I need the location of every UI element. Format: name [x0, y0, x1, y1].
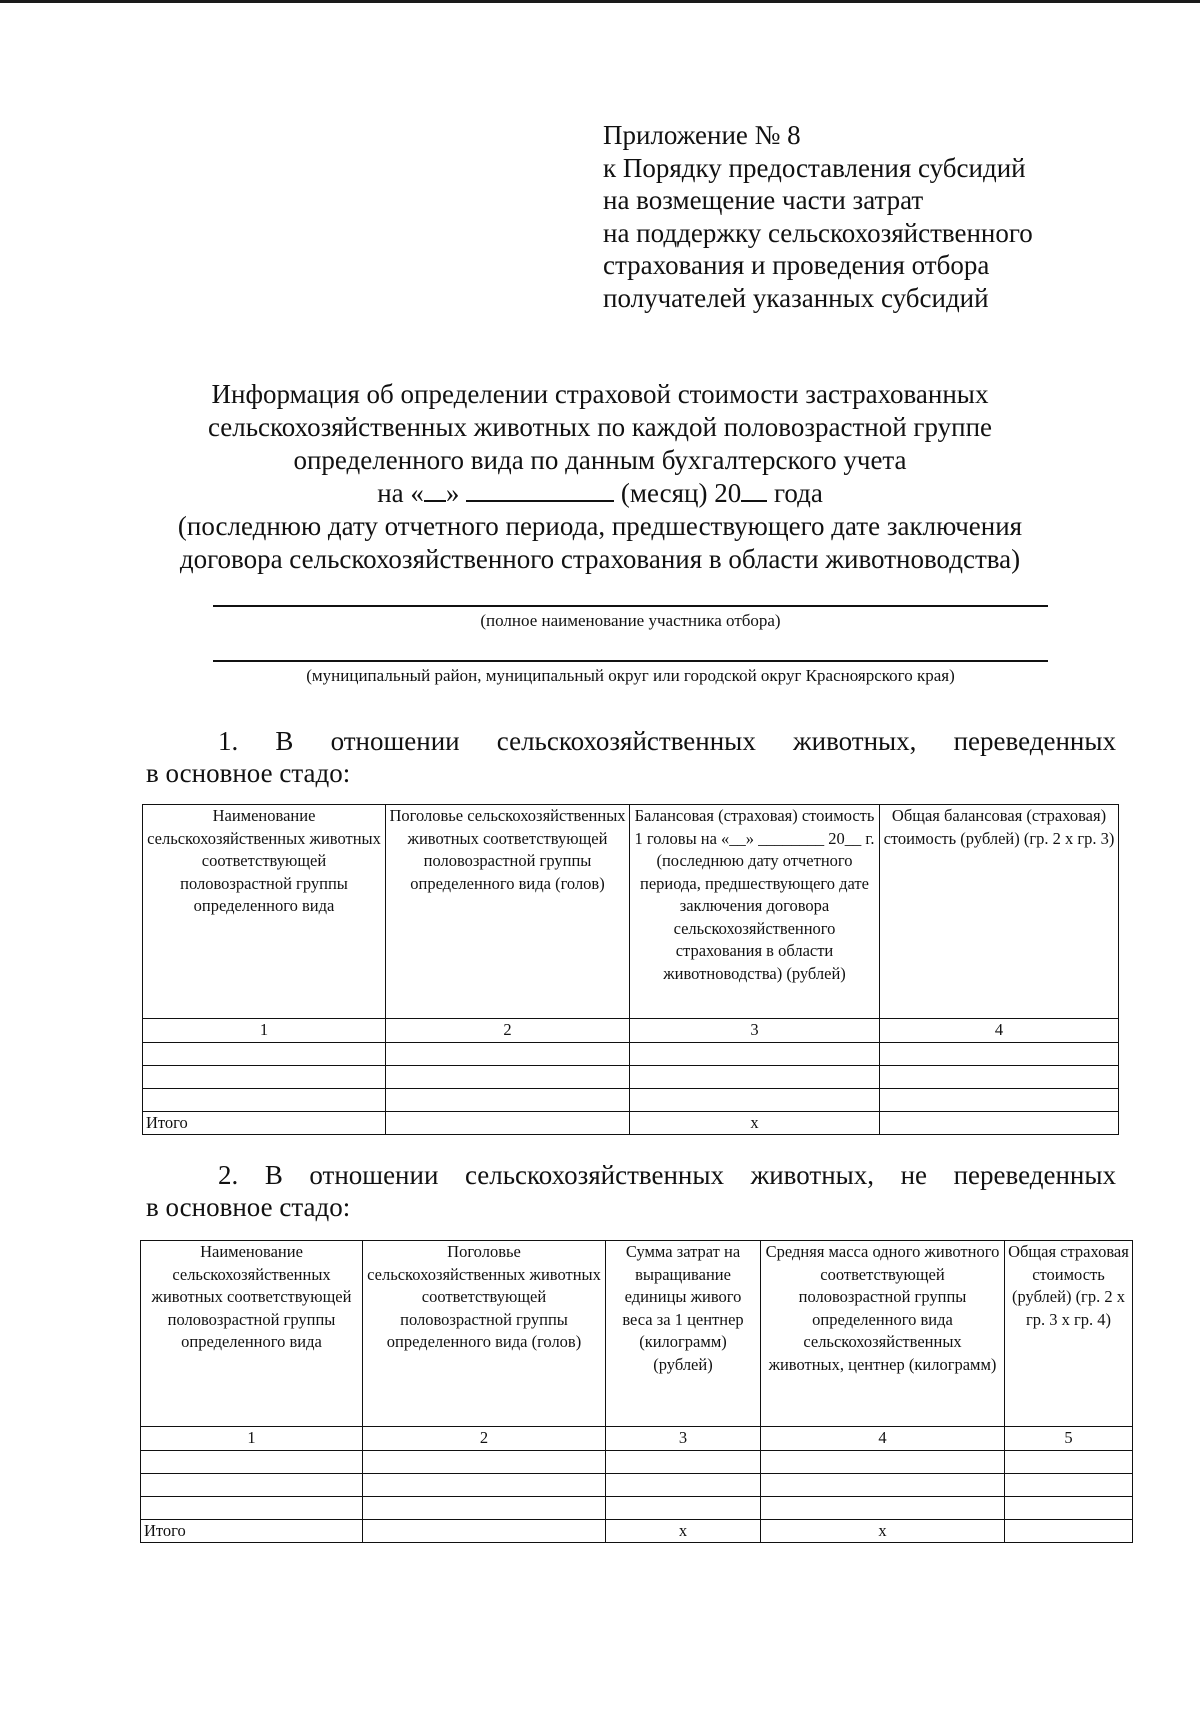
table-cell[interactable] [606, 1450, 761, 1473]
appendix-line: Приложение № 8 [603, 120, 801, 150]
appendix-block [603, 119, 1123, 314]
total-label: Итого [141, 1519, 363, 1543]
column-number-row [141, 1427, 1133, 1451]
scan-top-edge [0, 0, 1200, 3]
title-note-line: договора сельскохозяйственного страхования в области животноводства) [179, 544, 1021, 574]
total-cell: x [630, 1111, 880, 1135]
date-prefix: на « [377, 478, 424, 508]
column-number: 3 [606, 1427, 761, 1451]
table-cell[interactable] [143, 1065, 386, 1088]
title-line: сельскохозяйственных животных по каждой половозрастной группе [207, 412, 993, 442]
total-row [143, 1111, 1119, 1135]
table-row [141, 1473, 1133, 1496]
table-cell[interactable] [606, 1473, 761, 1496]
title-line: Информация об определении страховой стоимости застрахованных [211, 379, 989, 409]
header-cell: Общая страховая стоимость (рублей) (гр. 2 x гр. 3 x гр. 4) [1005, 1241, 1133, 1427]
header-cell: Средняя масса одного животного соответствующей половозрастной группы определенного вида сельскохозяйственных животных, центнер (килограмм) [761, 1241, 1005, 1427]
title-date-line [150, 477, 1050, 510]
table-cell[interactable] [880, 1088, 1119, 1111]
total-cell[interactable] [363, 1519, 606, 1543]
table-row [143, 1065, 1119, 1088]
participant-fill-line[interactable] [213, 605, 1048, 607]
section2-heading [146, 1159, 1116, 1223]
date-mid: » [445, 478, 460, 508]
total-label: Итого [143, 1111, 386, 1135]
table-cell[interactable] [606, 1496, 761, 1519]
appendix-line: на поддержку сельскохозяйственного [603, 217, 1033, 248]
section2-heading-line: в основное стадо: [146, 1192, 351, 1222]
header-cell: Балансовая (страховая) стоимость 1 головы на «__» ________ 20__ г. (последнюю дату отчетного периода, предшествующего дате заключения договора сельскохозяйственного страхования в области животноводства) (рублей) [630, 805, 880, 1019]
header-cell: Наименование сельскохозяйственных животных соответствующей половозрастной группы определенного вида [141, 1241, 363, 1427]
table-cell[interactable] [761, 1450, 1005, 1473]
table-cell[interactable] [143, 1088, 386, 1111]
column-number: 1 [141, 1427, 363, 1451]
total-row [141, 1519, 1133, 1543]
document-title [150, 378, 1050, 576]
table-cell[interactable] [630, 1088, 880, 1111]
date-month: (месяц) 20 [620, 478, 742, 508]
title-line: определенного вида по данным бухгалтерского учета [293, 445, 907, 475]
participant-caption: (полное наименование участника отбора) [480, 611, 781, 630]
appendix-line: к Порядку предоставления субсидий [603, 152, 1026, 183]
table-cell[interactable] [141, 1473, 363, 1496]
column-number: 4 [880, 1019, 1119, 1043]
column-number-row [143, 1019, 1119, 1043]
day-blank[interactable] [424, 478, 446, 502]
table-cell[interactable] [386, 1042, 630, 1065]
column-number: 1 [143, 1019, 386, 1043]
table-cell[interactable] [363, 1450, 606, 1473]
section1-heading-line: 1. В отношении сельскохозяйственных животных, переведенных [218, 726, 1116, 756]
table-row [143, 1088, 1119, 1111]
total-cell[interactable] [880, 1111, 1119, 1135]
table-cell[interactable] [363, 1473, 606, 1496]
district-fill-line[interactable] [213, 660, 1048, 662]
table-cell[interactable] [141, 1496, 363, 1519]
table-row [141, 1496, 1133, 1519]
table-2 [140, 1240, 1133, 1543]
header-cell: Поголовье сельскохозяйственных животных соответствующей половозрастной группы определенного вида (голов) [363, 1241, 606, 1427]
table-cell[interactable] [141, 1450, 363, 1473]
title-note-line: (последнюю дату отчетного периода, предшествующего дате заключения [177, 511, 1023, 541]
column-number: 5 [1005, 1427, 1133, 1451]
header-cell: Поголовье сельскохозяйственных животных соответствующей половозрастной группы определенного вида (голов) [386, 805, 630, 1019]
table-cell[interactable] [386, 1065, 630, 1088]
table-row [143, 1042, 1119, 1065]
total-cell[interactable] [386, 1111, 630, 1135]
table-cell[interactable] [143, 1042, 386, 1065]
month-blank[interactable] [466, 478, 614, 502]
total-cell[interactable] [1005, 1519, 1133, 1543]
column-number: 3 [630, 1019, 880, 1043]
table-cell[interactable] [761, 1496, 1005, 1519]
appendix-line: получателей указанных субсидий [603, 282, 989, 313]
district-caption: (муниципальный район, муниципальный округ или городской округ Красноярского края) [306, 666, 955, 685]
section2-heading-line: 2. В отношении сельскохозяйственных животных, не переведенных [218, 1160, 1116, 1190]
table-cell[interactable] [630, 1042, 880, 1065]
total-cell: x [761, 1519, 1005, 1543]
year-blank[interactable] [741, 478, 767, 502]
table-cell[interactable] [1005, 1496, 1133, 1519]
table-header-row [141, 1241, 1133, 1427]
section1-heading-line: в основное стадо: [146, 758, 351, 788]
column-number: 4 [761, 1427, 1005, 1451]
header-cell: Сумма затрат на выращивание единицы живого веса за 1 центнер (килограмм) (рублей) [606, 1241, 761, 1427]
table-header-row [143, 805, 1119, 1019]
column-number: 2 [363, 1427, 606, 1451]
table-row [141, 1450, 1133, 1473]
appendix-line: на возмещение части затрат [603, 185, 924, 215]
date-suffix: года [773, 478, 823, 508]
table-cell[interactable] [630, 1065, 880, 1088]
column-number: 2 [386, 1019, 630, 1043]
header-cell: Общая балансовая (страховая) стоимость (рублей) (гр. 2 x гр. 3) [880, 805, 1119, 1019]
table-cell[interactable] [880, 1065, 1119, 1088]
appendix-line: страхования и проведения отбора [603, 250, 990, 280]
table-cell[interactable] [386, 1088, 630, 1111]
table-cell[interactable] [1005, 1450, 1133, 1473]
table-cell[interactable] [363, 1496, 606, 1519]
header-cell: Наименование сельскохозяйственных животных соответствующей половозрастной группы определенного вида [143, 805, 386, 1019]
total-cell: x [606, 1519, 761, 1543]
table-cell[interactable] [761, 1473, 1005, 1496]
table-cell[interactable] [1005, 1473, 1133, 1496]
table-1 [142, 804, 1119, 1135]
section1-heading [146, 725, 1116, 789]
table-cell[interactable] [880, 1042, 1119, 1065]
